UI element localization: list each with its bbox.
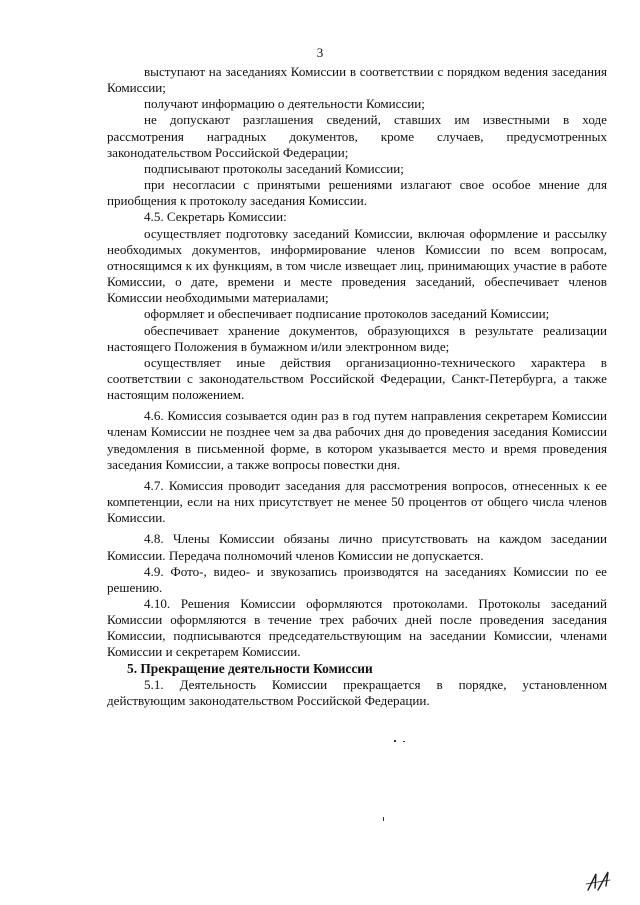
scan-speck bbox=[383, 817, 384, 821]
paragraph: 4.7. Комиссия проводит заседания для рассмотрения вопросов, отнесенных к ее компетенции, если на них присутствует не менее 50 процентов от общего числа членов Комиссии. bbox=[107, 477, 607, 526]
paragraph: осуществляет подготовку заседаний Комиссии, включая оформление и рассылку необходимых документов, информирование членов Комиссии по всем вопросам, относящимся к их функциям, в том числе извещает лиц, принимающих участие в работе Комиссии, о дате, времени и месте проведения заседаний, обеспечивает членов Комиссии необходимыми материалами; bbox=[107, 225, 607, 306]
paragraph: оформляет и обеспечивает подписание протоколов заседаний Комиссии; bbox=[144, 306, 550, 322]
paragraph: 4.6. Комиссия созывается один раз в год путем направления секретарем Комиссии членам Комиссии не позднее чем за два рабочих дня до проведения заседания Комиссии уведомления в письменной форме, в котором указывается место и время проведения заседания Комиссии, а также вопросы повестки дня. bbox=[107, 408, 607, 472]
paragraph: подписывают протоколы заседаний Комиссии; bbox=[144, 160, 404, 176]
scan-speck bbox=[394, 740, 396, 742]
paragraph: 4.8. Члены Комиссии обязаны лично присутствовать на каждом заседании Комиссии. Передача полномочий членов Комиссии не допускается. bbox=[107, 531, 607, 563]
section-heading: 5. Прекращение деятельности Комиссии bbox=[127, 660, 373, 676]
paragraph: 4.5. Секретарь Комиссии: bbox=[144, 209, 287, 225]
paragraph: обеспечивает хранение документов, образующихся в результате реализации настоящего Положения в бумажном и/или электронном виде; bbox=[107, 322, 607, 354]
paragraph: 4.10. Решения Комиссии оформляются протоколами. Протоколы заседаний Комиссии оформляются в течение трех рабочих дней после проведения заседания Комиссии, подписываются председательствующим на заседании Комиссии, членами Комиссии и секретарем Комиссии. bbox=[107, 596, 607, 660]
paragraph: осуществляет иные действия организационно-технического характера в соответствии с законодательством Российской Федерации, Санкт-Петербурга, а также настоящим положением. bbox=[107, 354, 607, 403]
page-number: 3 bbox=[316, 45, 324, 60]
document-body bbox=[107, 64, 607, 709]
paragraph: 4.9. Фото-, видео- и звукозапись производятся на заседаниях Комиссии по ее решению. bbox=[107, 563, 607, 595]
handwritten-page-mark bbox=[584, 868, 614, 894]
paragraph: получают информацию о деятельности Комиссии; bbox=[144, 96, 425, 112]
paragraph: при несогласии с принятыми решениями излагают свое особое мнение для приобщения к протоколу заседания Комиссии. bbox=[107, 177, 607, 209]
scan-speck bbox=[403, 741, 405, 742]
paragraph: не допускают разглашения сведений, ставших им известными в ходе рассмотрения наградных документов, кроме случаев, предусмотренных законодательством Российской Федерации; bbox=[107, 112, 607, 160]
closing-paragraph: 5.1. Деятельность Комиссии прекращается в порядке, установленном действующим законодательством Российской Федерации. bbox=[107, 676, 607, 708]
paragraph: выступают на заседаниях Комиссии в соответствии с порядком ведения заседания Комиссии; bbox=[107, 64, 607, 96]
